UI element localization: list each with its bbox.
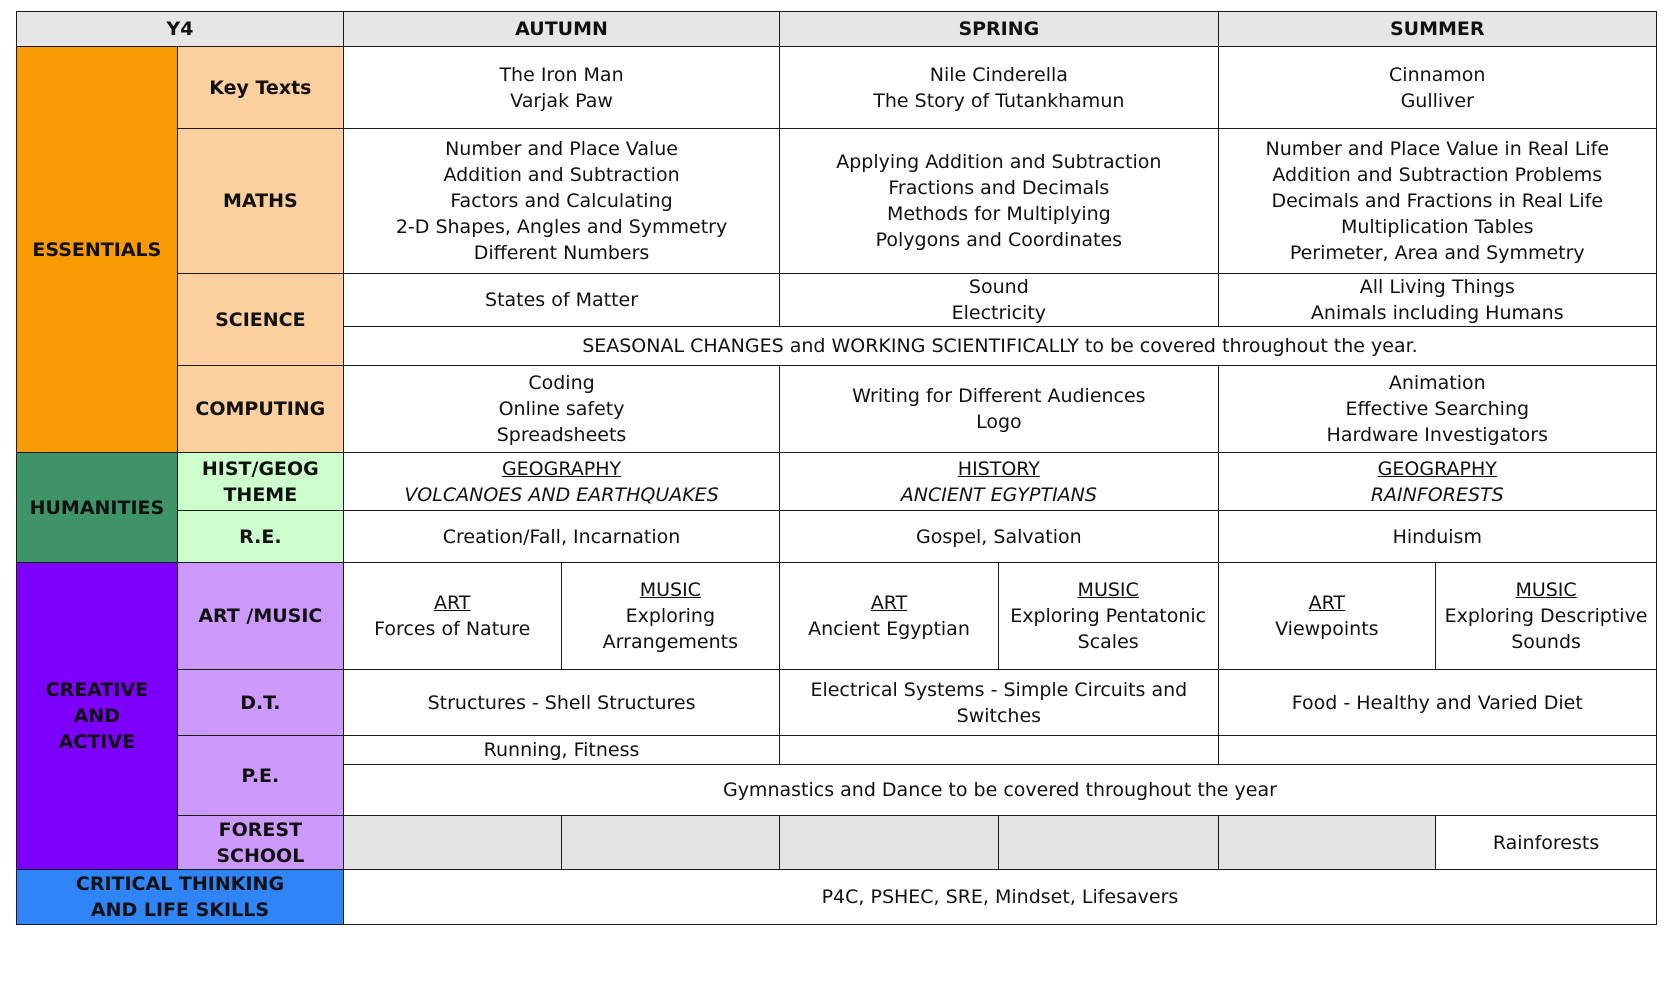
hist-geog-subject: GEOGRAPHY — [1377, 457, 1497, 480]
science-item: Animals including Humans — [1310, 302, 1564, 324]
humanities-category: HUMANITIES — [17, 453, 178, 563]
re-spring: Gospel, Salvation — [780, 511, 1218, 563]
maths-item: Number and Place Value in Real Life — [1265, 138, 1610, 160]
key-text-item: Nile Cinderella — [929, 63, 1068, 86]
art-label: ART — [433, 592, 471, 614]
computing-autumn — [343, 366, 779, 453]
hist-geog-label — [177, 453, 343, 511]
creative-label-line: CREATIVE — [45, 679, 149, 701]
hist-geog-autumn — [343, 453, 779, 511]
summer-header: SUMMER — [1218, 12, 1656, 47]
re-summer: Hinduism — [1218, 511, 1656, 563]
key-text-item: Cinnamon — [1389, 63, 1486, 86]
re-row — [17, 511, 1657, 563]
key-text-item: Varjak Paw — [510, 89, 613, 112]
maths-row — [17, 129, 1657, 274]
computing-row — [17, 366, 1657, 453]
hist-geog-theme: ANCIENT EGYPTIANS — [900, 483, 1097, 506]
critical-label-line: CRITICAL THINKING — [75, 873, 285, 895]
music-label: MUSIC — [1077, 579, 1139, 601]
maths-item: Addition and Subtraction Problems — [1272, 164, 1603, 186]
pe-summer — [1218, 736, 1656, 765]
science-throughout: SEASONAL CHANGES and WORKING SCIENTIFICALLY to be covered throughout the year. — [343, 327, 1656, 366]
art-topic: Ancient Egyptian — [808, 618, 970, 640]
maths-spring — [780, 129, 1218, 274]
maths-item: Addition and Subtraction — [443, 164, 680, 186]
key-texts-autumn — [343, 47, 779, 129]
hist-geog-spring — [780, 453, 1218, 511]
art-label: ART — [1308, 592, 1346, 614]
computing-summer — [1218, 366, 1656, 453]
dt-item: Switches — [956, 704, 1042, 727]
hist-geog-theme: RAINFORESTS — [1370, 483, 1504, 506]
computing-item: Online safety — [498, 398, 625, 420]
maths-summer — [1218, 129, 1656, 274]
computing-item: Writing for Different Audiences — [852, 385, 1146, 407]
art-autumn — [343, 563, 561, 670]
dt-row — [17, 670, 1657, 736]
key-texts-summer — [1218, 47, 1656, 129]
pe-row — [17, 736, 1657, 765]
computing-item: Coding — [528, 372, 595, 394]
hist-geog-label-line: HIST/GEOG — [201, 457, 319, 480]
maths-item: Polygons and Coordinates — [875, 229, 1123, 251]
key-text-item: Gulliver — [1400, 89, 1474, 112]
critical-category — [17, 870, 344, 925]
maths-item: Different Numbers — [473, 242, 650, 264]
dt-label: D.T. — [177, 670, 343, 736]
essentials-category: ESSENTIALS — [17, 47, 178, 453]
computing-item: Logo — [976, 411, 1022, 433]
music-spring — [998, 563, 1218, 670]
re-label: R.E. — [177, 511, 343, 563]
maths-item: Methods for Multiplying — [886, 203, 1111, 225]
creative-label-line: ACTIVE — [58, 731, 136, 753]
science-label: SCIENCE — [177, 274, 343, 366]
key-texts-label: Key Texts — [177, 47, 343, 129]
art-summer — [1218, 563, 1436, 670]
science-item: Electricity — [951, 302, 1047, 324]
year-header: Y4 — [17, 12, 344, 47]
hist-geog-subject: HISTORY — [957, 457, 1040, 480]
music-topic: Arrangements — [602, 631, 738, 653]
dt-autumn: Structures - Shell Structures — [343, 670, 779, 736]
music-topic: Exploring Descriptive — [1444, 605, 1648, 627]
maths-item: Factors and Calculating — [450, 190, 673, 212]
hist-geog-subject: GEOGRAPHY — [501, 457, 622, 480]
music-label: MUSIC — [639, 579, 701, 601]
forest-row — [17, 816, 1657, 870]
key-texts-row — [17, 47, 1657, 129]
forest-summer-a — [1218, 816, 1436, 870]
spring-header: SPRING — [780, 12, 1218, 47]
maths-item: Fractions and Decimals — [888, 177, 1110, 199]
music-label: MUSIC — [1515, 579, 1577, 601]
forest-spring-b — [998, 816, 1218, 870]
key-text-item: The Iron Man — [499, 63, 624, 86]
forest-label-line: FOREST — [218, 818, 303, 841]
science-spring — [780, 274, 1218, 327]
header-row — [17, 12, 1657, 47]
dt-summer: Food - Healthy and Varied Diet — [1218, 670, 1656, 736]
music-topic: Exploring — [625, 605, 716, 627]
hist-geog-label-line: THEME — [223, 483, 298, 506]
computing-label: COMPUTING — [177, 366, 343, 453]
forest-autumn-a — [343, 816, 561, 870]
computing-item: Hardware Investigators — [1326, 424, 1548, 446]
autumn-header: AUTUMN — [343, 12, 779, 47]
computing-item: Spreadsheets — [496, 424, 627, 446]
key-texts-spring — [780, 47, 1218, 129]
science-summer — [1218, 274, 1656, 327]
music-topic: Sounds — [1511, 631, 1581, 653]
computing-spring — [780, 366, 1218, 453]
art-topic: Viewpoints — [1275, 618, 1379, 640]
dt-item: Electrical Systems - Simple Circuits and — [810, 678, 1188, 701]
music-autumn — [561, 563, 780, 670]
music-topic: Scales — [1077, 631, 1139, 653]
hist-geog-row — [17, 453, 1657, 511]
computing-item: Animation — [1388, 372, 1486, 394]
music-topic: Exploring Pentatonic — [1010, 605, 1207, 627]
forest-label-line: SCHOOL — [216, 844, 305, 867]
pe-throughout: Gymnastics and Dance to be covered throughout the year — [343, 765, 1656, 816]
forest-summer-b: Rainforests — [1436, 816, 1657, 870]
pe-spring — [780, 736, 1218, 765]
maths-item: Multiplication Tables — [1340, 216, 1534, 238]
forest-autumn-b — [561, 816, 780, 870]
forest-spring-a — [780, 816, 999, 870]
maths-item: Applying Addition and Subtraction — [836, 151, 1162, 173]
pe-label: P.E. — [177, 736, 343, 816]
maths-autumn — [343, 129, 779, 274]
critical-all: P4C, PSHEC, SRE, Mindset, Lifesavers — [343, 870, 1656, 925]
maths-item: Number and Place Value — [445, 138, 678, 160]
maths-label: MATHS — [177, 129, 343, 274]
art-music-label: ART /MUSIC — [177, 563, 343, 670]
dt-spring — [780, 670, 1218, 736]
maths-item: Decimals and Fractions in Real Life — [1271, 190, 1604, 212]
music-summer — [1436, 563, 1657, 670]
science-item: Sound — [968, 276, 1029, 298]
science-row — [17, 274, 1657, 327]
critical-label-line: AND LIFE SKILLS — [90, 899, 270, 921]
maths-item: Perimeter, Area and Symmetry — [1289, 242, 1585, 264]
hist-geog-theme: VOLCANOES AND EARTHQUAKES — [404, 483, 719, 506]
re-autumn: Creation/Fall, Incarnation — [343, 511, 779, 563]
hist-geog-summer — [1218, 453, 1656, 511]
pe-autumn: Running, Fitness — [343, 736, 779, 765]
art-spring — [780, 563, 999, 670]
science-item: All Living Things — [1359, 276, 1515, 298]
art-music-row — [17, 563, 1657, 670]
critical-row — [17, 870, 1657, 925]
curriculum-table — [16, 11, 1657, 925]
creative-label-line: AND — [73, 705, 121, 727]
creative-category — [17, 563, 178, 870]
art-label: ART — [870, 592, 908, 614]
forest-label — [177, 816, 343, 870]
computing-item: Effective Searching — [1345, 398, 1530, 420]
art-topic: Forces of Nature — [374, 618, 531, 640]
key-text-item: The Story of Tutankhamun — [873, 89, 1125, 112]
science-autumn: States of Matter — [343, 274, 779, 327]
maths-item: 2-D Shapes, Angles and Symmetry — [395, 216, 728, 238]
